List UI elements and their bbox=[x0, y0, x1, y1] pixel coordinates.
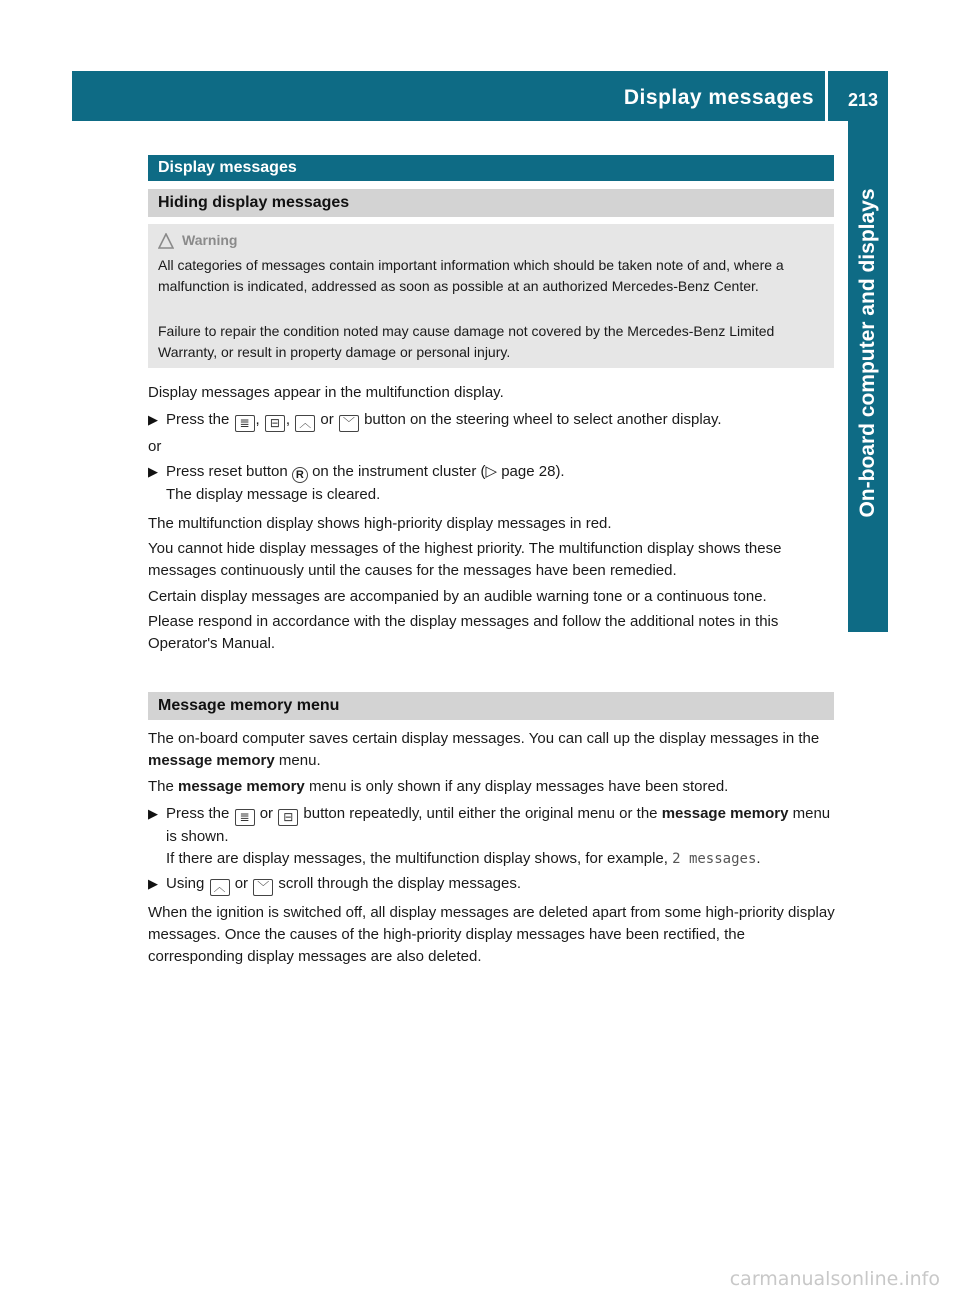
page-header-bar bbox=[72, 71, 888, 121]
step-text: Press the ≣ , ⊟ , ︿ or ﹀ button on the steering wheel to select another display. bbox=[166, 411, 722, 430]
display-menu-key-icon: ⊟ bbox=[265, 415, 285, 432]
memory-paragraph-2: The message memory menu is only shown if any display messages have been stored. bbox=[148, 778, 729, 795]
chapter-title: On-board computer and displays bbox=[856, 188, 879, 518]
paragraph-respond: Please respond in accordance with the display messages and follow the additional notes in this Operator's Manual. bbox=[148, 613, 779, 652]
intro-paragraph: Display messages appear in the multifunction display. bbox=[148, 384, 504, 401]
memory-paragraph-final: When the ignition is switched off, all display messages are deleted apart from some high-priority display messages. Once the causes of the high-priority display messages have been rectified, the corresponding display messages are also deleted. bbox=[148, 904, 835, 965]
up-arrow-key-icon: ︿ bbox=[295, 415, 315, 432]
step-result: The display message is cleared. bbox=[166, 486, 381, 503]
step-arrow-icon: ▶ bbox=[148, 412, 158, 427]
display-button-key-icon: ≣ bbox=[235, 415, 255, 432]
down-arrow-key-icon: ﹀ bbox=[253, 879, 273, 896]
warning-box bbox=[148, 224, 834, 368]
footer-watermark: carmanualsonline.info bbox=[729, 1268, 940, 1290]
header-divider bbox=[825, 71, 828, 121]
up-arrow-key-icon: ︿ bbox=[210, 879, 230, 896]
step-text: Using ︿ or ﹀ scroll through the display messages. bbox=[166, 875, 522, 894]
reset-key-icon: R bbox=[292, 467, 308, 483]
or-separator: or bbox=[148, 438, 162, 455]
page-number: 213 bbox=[847, 90, 878, 110]
chapter-side-tab bbox=[848, 121, 888, 586]
step-text: Press reset button R on the instrument cluster (▷ page 28). bbox=[166, 463, 565, 481]
step-text: Press the ≣ or ⊟ button repeatedly, until either the original menu or the message memory menu is shown. bbox=[166, 805, 831, 845]
step-arrow-icon: ▶ bbox=[148, 806, 158, 821]
warning-header bbox=[158, 230, 237, 251]
step-arrow-icon: ▶ bbox=[148, 876, 158, 891]
step-arrow-icon: ▶ bbox=[148, 464, 158, 479]
paragraph-tone: Certain display messages are accompanied by an audible warning tone or a continuous tone. bbox=[148, 588, 767, 605]
paragraph-highest-priority: You cannot hide display messages of the highest priority. The multifunction display shows these messages continuously until the causes for the messages have been remedied. bbox=[148, 540, 782, 579]
header-title: Display messages bbox=[623, 86, 814, 109]
page-reference[interactable]: ▷ page 28 bbox=[485, 463, 556, 480]
warning-text-2: Failure to repair the condition noted may cause damage not covered by the Mercedes-Benz Limited Warranty, or result in property damage or personal injury. bbox=[158, 323, 775, 360]
warning-text-1: All categories of messages contain important information which should be taken note of and, where a malfunction is indicated, addressed as soon as possible at an authorized Mercedes-Benz Center. bbox=[158, 257, 784, 294]
section-heading: Display messages bbox=[148, 155, 834, 181]
warning-triangle-icon bbox=[158, 233, 174, 249]
subsection-heading-memory: Message memory menu bbox=[148, 692, 834, 720]
step-result: If there are display messages, the multifunction display shows, for example, 2 messages. bbox=[166, 850, 761, 867]
display-button-key-icon: ≣ bbox=[235, 809, 255, 826]
memory-paragraph-1: The on-board computer saves certain display messages. You can call up the display messages in the message memory menu. bbox=[148, 730, 820, 769]
display-example-text: 2 messages bbox=[672, 851, 757, 867]
chapter-side-tab-marker bbox=[848, 586, 888, 632]
display-menu-key-icon: ⊟ bbox=[278, 809, 298, 826]
warning-label: Warning bbox=[182, 232, 238, 248]
down-arrow-key-icon: ﹀ bbox=[339, 415, 359, 432]
paragraph-red: The multifunction display shows high-priority display messages in red. bbox=[148, 515, 612, 532]
subsection-heading-hiding: Hiding display messages bbox=[148, 189, 834, 217]
